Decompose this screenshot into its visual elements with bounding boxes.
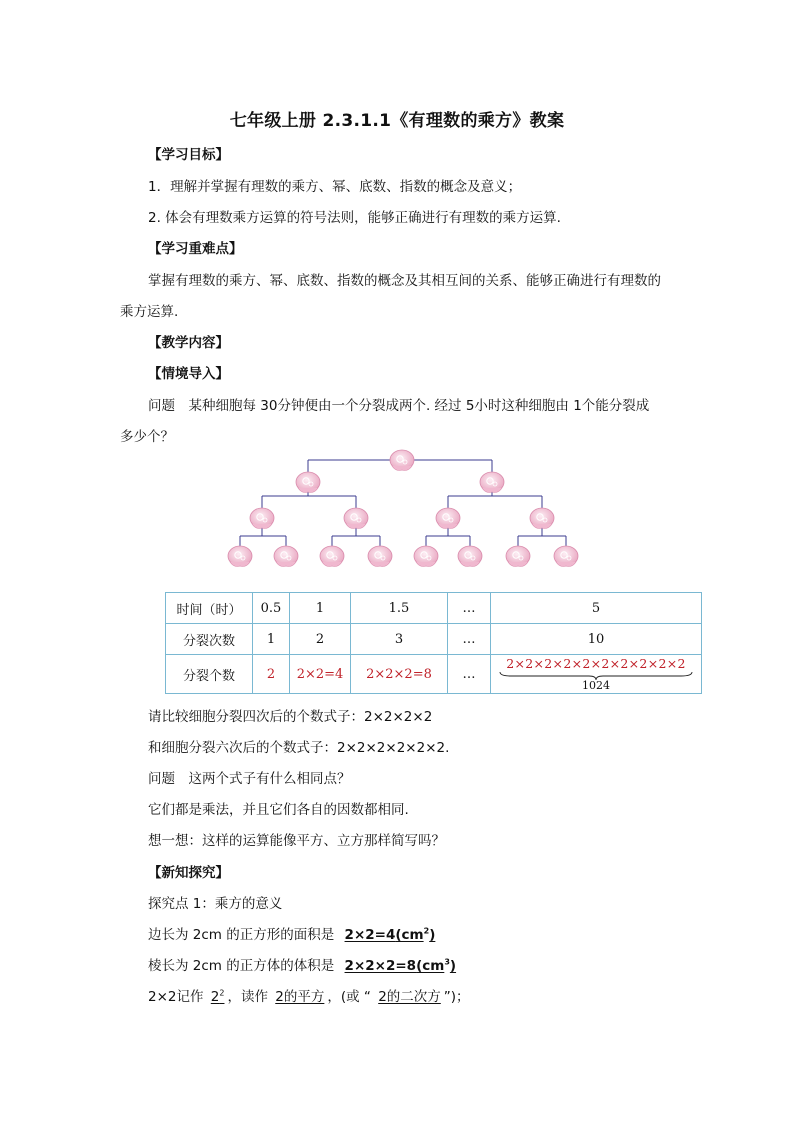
intro-heading: 【情境导入】 xyxy=(148,366,229,382)
explore-heading: 【新知探究】 xyxy=(148,865,229,881)
table-row xyxy=(166,624,702,655)
keypoints-line-2: 乘方运算. xyxy=(120,304,179,320)
notation-line: 2×2记作 $2^2$ ，读作 2的平方 ，(或 “ 2的二次方 ”)； xyxy=(148,988,470,1005)
cell-level-1 xyxy=(480,472,504,493)
discussion-line-4: 它们都是乘法，并且它们各自的因数都相同. xyxy=(148,802,409,818)
table-cell: 2 xyxy=(253,655,290,694)
cube-answer: 2×2×2=8 xyxy=(344,958,417,974)
notation-read-alt: 2的二次方 xyxy=(378,989,441,1005)
table-cell: 10 xyxy=(491,624,702,655)
problem-line-2: 多少个？ xyxy=(120,429,174,445)
explore-point-1: 探究点 1：乘方的意义 xyxy=(148,896,283,912)
table-cell: 分裂个数 xyxy=(166,655,253,694)
objective-item-1: 1．理解并掌握有理数的乘方、幂、底数、指数的概念及意义； xyxy=(148,179,522,195)
keypoints-line-1: 掌握有理数的乘方、幂、底数、指数的概念及其相互间的关系、能够正确进行有理数的 xyxy=(148,273,661,289)
brace-expression: 2×2×2×2×2×2×2×2×2×2 xyxy=(506,656,686,671)
square-prefix: 边长为 2cm 的正方形的面积是 xyxy=(148,927,339,943)
content-heading: 【教学内容】 xyxy=(148,335,229,351)
table-cell: 5 xyxy=(491,593,702,624)
cube-volume-line: 棱长为 2cm 的正方体的体积是 $2\times 2\times 2=8(cm^3)$ xyxy=(148,957,457,974)
cell-level-3 xyxy=(368,546,392,567)
square-unit: (cm xyxy=(395,927,424,943)
table-cell: 时间（时） xyxy=(166,593,253,624)
cell-level-3 xyxy=(228,546,252,567)
table-row xyxy=(166,655,702,694)
discussion-line-5: 想一想：这样的运算能像平方、立方那样简写吗？ xyxy=(148,833,445,849)
cell-level-2 xyxy=(530,508,554,529)
discussion-line-2: 和细胞分裂六次后的个数式子：2×2×2×2×2×2. xyxy=(148,740,450,756)
table-cell: 2×2×2=8 xyxy=(351,655,448,694)
cell-level-1 xyxy=(296,472,320,493)
square-area-line: 边长为 2cm 的正方形的面积是 $2\times 2=4(cm^2)$ xyxy=(148,926,436,943)
objectives-heading: 【学习目标】 xyxy=(148,147,229,163)
cell-level-3 xyxy=(320,546,344,567)
table-cell: 2×2=4 xyxy=(290,655,351,694)
table-cell: … xyxy=(448,655,491,694)
table-cell: 0.5 xyxy=(253,593,290,624)
cell-level-2 xyxy=(250,508,274,529)
notation-read: 2的平方 xyxy=(275,989,325,1005)
cell-level-3 xyxy=(458,546,482,567)
cube-prefix: 棱长为 2cm 的正方体的体积是 xyxy=(148,958,339,974)
cell-level-2 xyxy=(436,508,460,529)
table-cell: 分裂次数 xyxy=(166,624,253,655)
cell-division-tree xyxy=(220,448,590,574)
cell-level-3 xyxy=(506,546,530,567)
division-table xyxy=(165,592,702,694)
table-cell: 2 xyxy=(290,624,351,655)
table-row xyxy=(166,593,702,624)
square-answer: 2×2=4 xyxy=(344,927,396,943)
problem-line-1: 问题 某种细胞每 30分钟便由一个分裂成两个. 经过 5小时这种细胞由 1个能分裂成 xyxy=(148,398,650,414)
table-cell: 1.5 xyxy=(351,593,448,624)
cell-level-3 xyxy=(414,546,438,567)
objective-item-2: 2. 体会有理数乘方运算的符号法则，能够正确进行有理数的乘方运算. xyxy=(148,210,561,226)
table-cell: … xyxy=(448,593,491,624)
tree-lines xyxy=(240,460,566,546)
table-cell: 1 xyxy=(290,593,351,624)
discussion-line-1: 请比较细胞分裂四次后的个数式子：2×2×2×2 xyxy=(148,709,433,725)
cell-level-3 xyxy=(274,546,298,567)
table-cell: 1 xyxy=(253,624,290,655)
notation-power: $2^2$ xyxy=(210,988,225,1005)
page-title: 七年级上册 2.3.1.1《有理数的乘方》教案 xyxy=(229,111,565,131)
table-cell: … xyxy=(448,624,491,655)
table-cell-brace xyxy=(491,655,702,694)
cube-unit: (cm xyxy=(416,958,445,974)
cell-level-0 xyxy=(390,450,414,471)
cell-level-3 xyxy=(554,546,578,567)
discussion-line-3: 问题 这两个式子有什么相同点？ xyxy=(148,771,351,787)
keypoints-heading: 【学习重难点】 xyxy=(148,241,243,257)
brace-value: 1024 xyxy=(582,679,610,692)
table-cell: 3 xyxy=(351,624,448,655)
cell-level-2 xyxy=(344,508,368,529)
